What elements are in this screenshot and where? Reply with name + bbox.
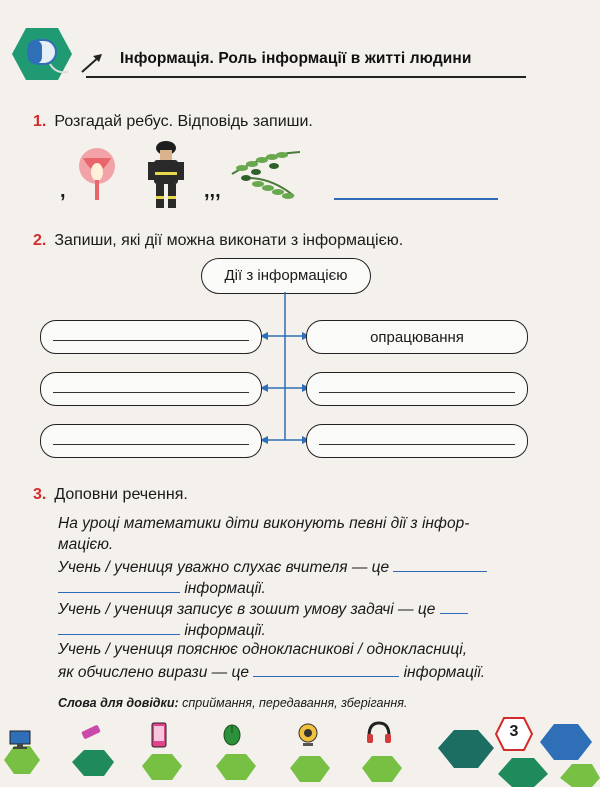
sentence-2: Учень / учениця записує в зошит умову задачі — це [58,599,468,619]
page-number: 3 [509,723,519,740]
rebus-comma-3: ,,, [204,180,221,202]
task-3-intro-line-2: мацією. [58,536,114,553]
header-underline [86,76,526,78]
header-hexagon-logo [10,26,74,82]
diagram-connectors [250,290,320,450]
task-1-heading: 1. Розгадай ребус. Відповідь запиши. [33,113,313,130]
headphones-icon [366,720,392,744]
write-line [319,444,515,445]
sentence-2-cont: інформації. [58,620,266,640]
task-3-heading: 3. Доповни речення. [33,486,188,503]
page-title: Інформація. Роль інформації в житті людини [120,50,472,67]
write-line [53,340,249,341]
phone-icon [150,722,168,748]
task-2-heading: 2. Запиши, які дії можна виконати з інформацією. [33,232,404,249]
diagram-left-node-3[interactable] [40,424,262,458]
arrow-icon [80,52,104,74]
fern-leaves-icon [228,144,304,206]
webcam-icon [296,722,320,748]
diagram-left-node-2[interactable] [40,372,262,406]
diagram-right-node-1 [306,320,528,354]
task-3-intro-line-1: На уроці математики діти виконують певні дії з інфор- [58,515,470,532]
marker-icon [78,722,104,742]
sentence-2-blank-a[interactable] [440,599,468,614]
diagram-right-node-2[interactable] [306,372,528,406]
sentence-1-blank-b[interactable] [58,578,180,593]
write-line [53,392,249,393]
sentence-3: Учень / учениця пояснює однокласникові / однокласниці, [58,641,467,658]
sentence-1-cont: інформації. [58,578,266,598]
sentence-2-blank-b[interactable] [58,620,180,635]
diagram-root-node: Дії з інформацією [201,258,371,294]
computer-icon [8,730,32,750]
mouse-icon [222,722,242,746]
reference-words: Слова для довідки: сприймання, передавання, зберігання. [58,696,408,710]
diagram-right-node-1-label: опрацювання [370,329,464,346]
rebus-answer-line[interactable] [334,198,498,200]
tulip-flower-icon [74,144,120,202]
write-line [319,392,515,393]
sentence-1: Учень / учениця уважно слухає вчителя — це [58,557,487,577]
write-line [53,444,249,445]
diagram-right-node-3[interactable] [306,424,528,458]
sentence-3-cont: як обчислено вирази — це інформації. [58,664,486,681]
sentence-3-blank[interactable] [253,662,399,677]
rebus-comma-1: , [60,180,66,202]
diagram-left-node-1[interactable] [40,320,262,354]
sentence-1-blank-a[interactable] [393,557,487,572]
firefighter-icon [146,140,186,212]
